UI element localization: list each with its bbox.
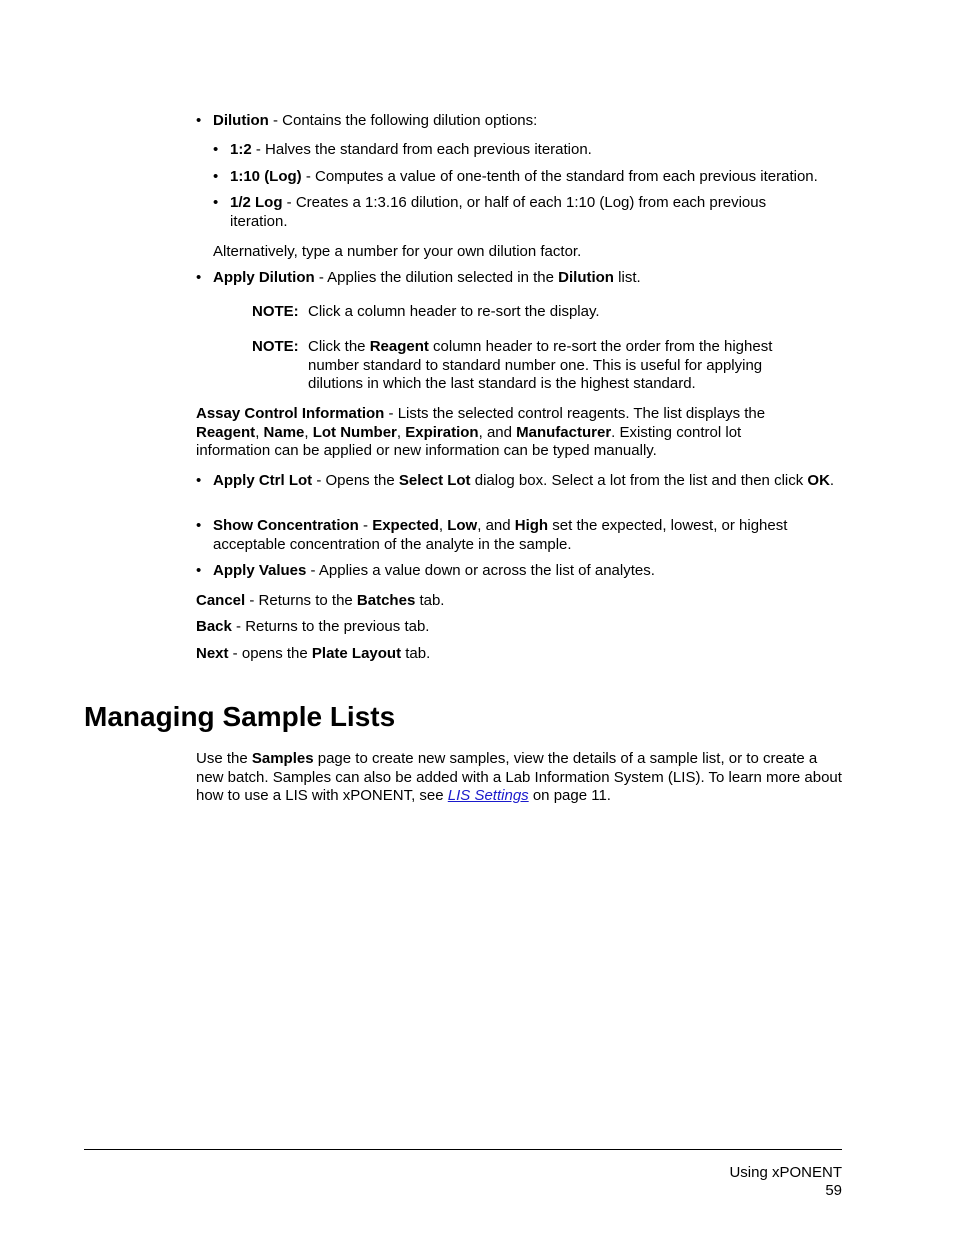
footer-page-number: 59 xyxy=(825,1182,842,1199)
apply-values-item: • Apply Values - Applies a value down or across the list of analytes. xyxy=(213,562,843,581)
apply-ctrl-lot-item: • Apply Ctrl Lot - Opens the Select Lot dialog box. Select a lot from the list and then click OK. xyxy=(213,472,843,491)
footer-rule xyxy=(84,1149,842,1150)
lis-settings-link[interactable]: LIS Settings xyxy=(447,787,529,804)
dilution-option-half-log: • 1/2 Log - Creates a 1:3.16 dilution, or half of each 1:10 (Log) from each previous iteration. xyxy=(230,194,800,231)
dilution-option-1-2: • 1:2 - Halves the standard from each previous iteration. xyxy=(230,141,842,160)
dilution-alternative: Alternatively, type a number for your own dilution factor. xyxy=(213,243,582,260)
section-intro-paragraph: Use the Samples page to create new samples, view the details of a sample list, or to create a new batch. Samples can also be added with a Lab Information System (LIS). To learn more about how to use a LIS with xPONENT, see LIS Settings on page 11. xyxy=(196,750,842,804)
apply-dilution-item: • Apply Dilution - Applies the dilution selected in the Dilution list. xyxy=(213,269,843,288)
footer-doc-title: Using xPONENT xyxy=(729,1164,842,1181)
dilution-label: Dilution xyxy=(213,112,269,129)
dilution-option-1-10-log: • 1:10 (Log) - Computes a value of one-tenth of the standard from each previous iteration. xyxy=(230,168,860,187)
dilution-item: • Dilution - Contains the following dilution options: xyxy=(213,112,843,131)
back-description: Back - Returns to the previous tab. xyxy=(196,618,430,635)
assay-control-paragraph: Assay Control Information - Lists the selected control reagents. The list displays the Reagent, Name, Lot Number, Expiration, and Manufacturer. Existing control lot information can be applied or new information can be typed manually. xyxy=(196,405,766,459)
section-title: Managing Sample Lists xyxy=(84,701,396,732)
cancel-description: Cancel - Returns to the Batches tab. xyxy=(196,592,445,609)
show-concentration-item: • Show Concentration - Expected, Low, and High set the expected, lowest, or highest acceptable concentration of the analyte in the sample. xyxy=(213,517,823,554)
next-description: Next - opens the Plate Layout tab. xyxy=(196,645,431,662)
